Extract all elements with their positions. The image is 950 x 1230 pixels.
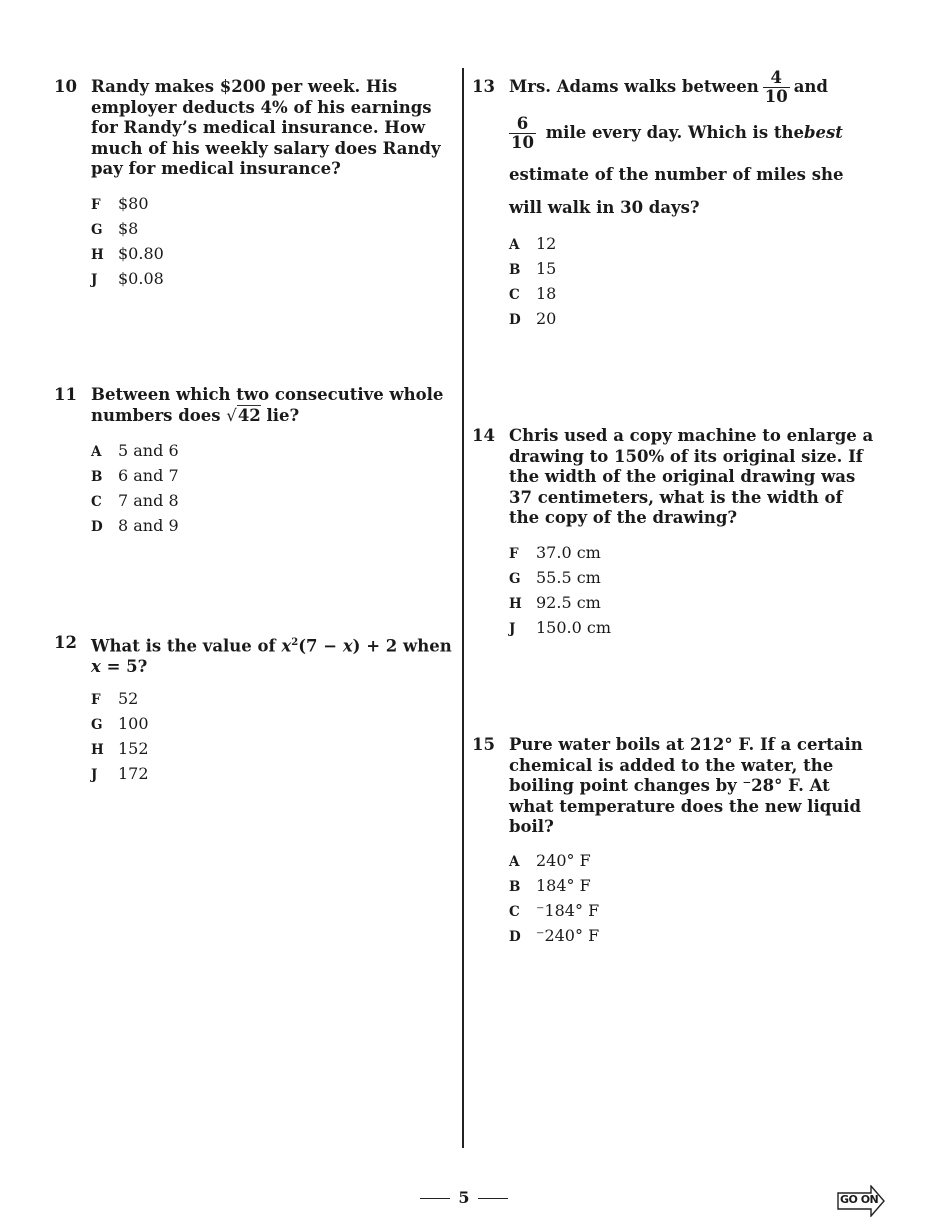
page-footer	[420, 1188, 510, 1208]
answer-option-c[interactable]: C 7 and 8	[91, 491, 179, 510]
question-text: Pure water boils at 212° F. If a certain chemical is added to the water, the boiling point changes by ⁻28° F. At what temperature does the new liquid boil?	[509, 735, 863, 836]
answer-options	[91, 191, 164, 291]
answer-option-a[interactable]: A 5 and 6	[91, 441, 179, 460]
answer-option-f[interactable]: F 37.0 cm	[509, 543, 601, 562]
answer-option-d[interactable]: D ⁻240° F	[509, 926, 600, 945]
radicand: 42	[237, 405, 261, 425]
answer-option-g[interactable]: G $8	[91, 219, 139, 238]
question-number: 13	[472, 77, 495, 96]
fraction-four-tenths: $\frac{4}{10}$	[764, 67, 788, 106]
answer-option-c[interactable]: C 18	[509, 284, 557, 303]
answer-option-f[interactable]: F $80	[91, 194, 149, 213]
answer-option-f[interactable]: F 52	[91, 689, 139, 708]
fraction-six-tenths: $\frac{6}{10}$	[511, 113, 534, 152]
answer-option-j[interactable]: J $0.08	[91, 269, 164, 288]
answer-option-h[interactable]: H 152	[91, 739, 149, 758]
question-number: 14	[472, 426, 495, 445]
question-text: Chris used a copy machine to enlarge a drawing to 150% of its original size. If the width of the original drawing was 37 centimeters, what is the width of the copy of the drawing?	[509, 426, 874, 527]
question-number: 15	[472, 735, 495, 754]
answer-option-a[interactable]: A 12	[509, 234, 557, 253]
question-text: Mrs. Adams walks between $\frac{4}{10}$ and $\frac{6}{10}$ mile every day. Which is the best estimate of the number of miles she will walk in 30 days?	[509, 67, 844, 217]
answer-option-d[interactable]: D 8 and 9	[91, 516, 179, 535]
footer-rule-right	[478, 1198, 508, 1199]
answer-options	[509, 848, 599, 948]
answer-option-j[interactable]: J 150.0 cm	[509, 618, 612, 637]
answer-option-b[interactable]: B 184° F	[509, 876, 591, 895]
answer-option-c[interactable]: C ⁻184° F	[509, 901, 600, 920]
answer-option-h[interactable]: H $0.80	[91, 244, 164, 263]
answer-options	[509, 540, 611, 640]
answer-option-b[interactable]: B 15	[509, 259, 557, 278]
column-divider	[462, 68, 464, 1148]
question-text: What is the value of $x^2(7 - x) + 2$ when x = 5?	[91, 636, 452, 676]
answer-option-h[interactable]: H 92.5 cm	[509, 593, 601, 612]
go-on-label: GO ON	[840, 1193, 879, 1206]
answer-option-j[interactable]: J 172	[91, 764, 149, 783]
footer-rule-left	[420, 1198, 450, 1199]
answer-option-b[interactable]: B 6 and 7	[91, 466, 179, 485]
question-text: Randy makes $200 per week. His employer deducts 4% of his earnings for Randy’s medical insurance. How much of his weekly salary does Randy pay for medical insurance?	[91, 77, 441, 178]
question-number: 12	[54, 633, 77, 652]
answer-option-g[interactable]: G 55.5 cm	[509, 568, 601, 587]
radical-sign: √	[226, 405, 237, 425]
answer-options	[91, 686, 149, 786]
answer-options	[509, 231, 556, 331]
answer-option-d[interactable]: D 20	[509, 309, 557, 328]
go-on-arrow	[837, 1185, 885, 1217]
question-number: 10	[54, 77, 77, 96]
answer-option-a[interactable]: A 240° F	[509, 851, 591, 870]
question-number: 11	[54, 385, 77, 404]
question-text: Between which two consecutive whole numbers does √42 lie?	[91, 385, 444, 425]
page-number: 5	[458, 1188, 470, 1207]
answer-option-g[interactable]: G 100	[91, 714, 149, 733]
answer-options	[91, 438, 179, 538]
